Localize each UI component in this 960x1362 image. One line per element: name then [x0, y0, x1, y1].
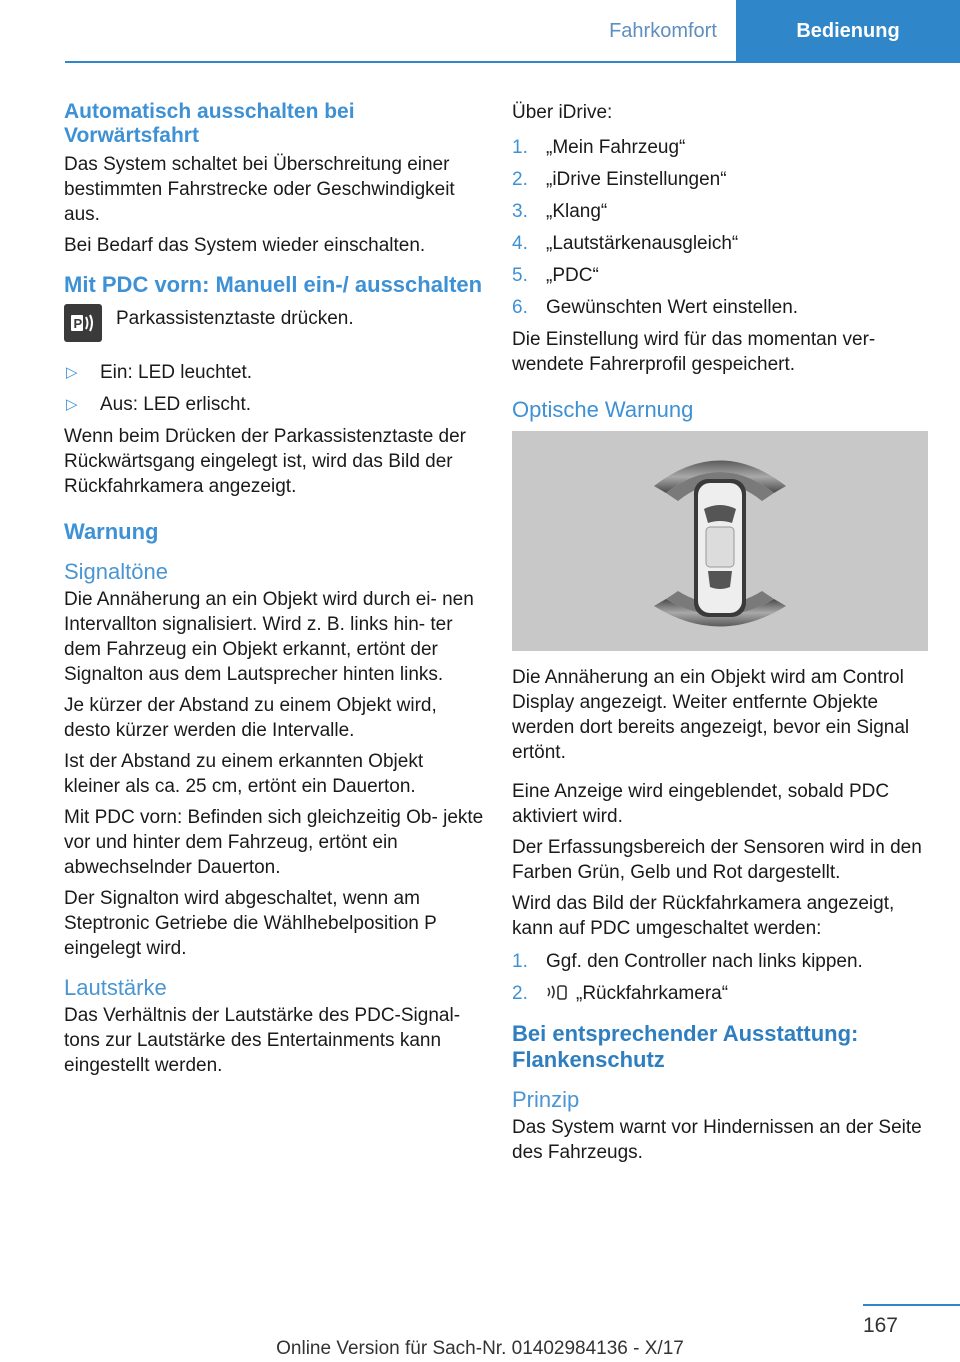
pdc-button-line	[64, 304, 484, 342]
step-number: 1.	[512, 951, 528, 972]
step-number: 5.	[512, 265, 528, 286]
bullet-text: Ein: LED leuchtet.	[100, 362, 253, 383]
paragraph-volume: Das Verhältnis der Lautstärke des PDC-Signal‐ tons zur Lautstärke des Entertainments kann eingestellt werden.	[64, 1005, 461, 1076]
paragraph-signal-2: Je kürzer der Abstand zu einem Objekt wird, desto kürzer werden die Intervalle.	[64, 695, 437, 741]
paragraph-signal-1: Die Annäherung an ein Objekt wird durch ei‐ nen Intervallton signalisiert. Wird z. B. links hin‐ ter dem Fahrzeug ein Objekt erkannt, ertönt der Signalton aus dem Lautsprecher hinten links.	[64, 589, 474, 685]
list-item	[512, 231, 928, 256]
paragraph-idrive: Über iDrive:	[512, 102, 613, 123]
step-text: „Lautstärkenausgleich“	[546, 233, 739, 254]
pdc-symbol-icon	[546, 982, 570, 1002]
step-number: 4.	[512, 233, 528, 254]
paragraph-press: Parkassistenztaste drücken.	[116, 308, 354, 329]
step-number: 2.	[512, 983, 528, 1004]
paragraph-auto-off-2: Bei Bedarf das System wieder einschalten.	[64, 235, 426, 256]
paragraph-principle: Das System warnt vor Hindernissen an der Seite des Fahrzeugs.	[512, 1117, 922, 1163]
triangle-bullet-icon: ▷	[66, 396, 78, 413]
heading-prinzip: Prinzip	[512, 1087, 580, 1112]
heading-warnung: Warnung	[64, 519, 159, 544]
left-column	[64, 100, 484, 1084]
step-text: „PDC“	[546, 265, 599, 286]
heading-flank-protection: Bei entsprechender Ausstattung: Flankenschutz	[512, 1021, 859, 1072]
step-number: 6.	[512, 297, 528, 318]
list-item	[512, 981, 928, 1006]
triangle-bullet-icon: ▷	[66, 364, 78, 381]
paragraph-saved: Die Einstellung wird für das momentan ver‐ wendete Fahrerprofil gespeichert.	[512, 329, 876, 375]
paragraph-optical-4: Wird das Bild der Rückfahrkamera angezeigt, kann auf PDC umgeschaltet werden:	[512, 893, 895, 939]
paragraph-auto-off-1: Das System schaltet bei Überschreitung einer bestimmten Fahrstrecke oder Geschwindigkeit aus.	[64, 154, 455, 225]
heading-optical-warning: Optische Warnung	[512, 397, 694, 422]
bullet-text: Aus: LED erlischt.	[100, 394, 251, 415]
list-item	[512, 949, 928, 974]
step-number: 3.	[512, 201, 528, 222]
heading-manual: Mit PDC vorn: Manuell ein-/ ausschalten	[64, 272, 483, 297]
paragraph-optical-3: Der Erfassungsbereich der Sensoren wird in den Farben Grün, Gelb und Rot dargestellt.	[512, 837, 922, 883]
header-tab-fahrkomfort: Fahrkomfort	[609, 19, 717, 42]
heading-lautstaerke: Lautstärke	[64, 975, 167, 1000]
parking-assist-button-icon	[64, 304, 102, 342]
list-item	[64, 360, 484, 385]
car-sensor-diagram-icon	[512, 431, 928, 651]
list-item	[512, 295, 928, 320]
header-tab-bedienung: Bedienung	[736, 0, 960, 63]
paragraph-optical-2: Eine Anzeige wird eingeblendet, sobald PDC aktiviert wird.	[512, 781, 890, 827]
step-number: 2.	[512, 169, 528, 190]
step-text: „Mein Fahrzeug“	[546, 137, 686, 158]
page-number: 167	[862, 1314, 898, 1337]
step-text: Gewünschten Wert einstellen.	[546, 297, 799, 318]
list-item	[512, 199, 928, 224]
paragraph-optical-1: Die Annäherung an ein Objekt wird am Control Display angezeigt. Weiter entfernte Objekte werden dort bereits angezeigt, bevor ein Signal ertönt.	[512, 667, 910, 763]
paragraph-reverse: Wenn beim Drücken der Parkassistenztaste der Rückwärtsgang eingelegt ist, wird das Bild der Rückfahrkamera angezeigt.	[64, 426, 466, 497]
heading-auto-off: Automatisch ausschalten bei Vorwärtsfahrt	[64, 100, 355, 147]
step-text: Ggf. den Controller nach links kippen.	[546, 951, 863, 972]
list-item	[512, 167, 928, 192]
paragraph-signal-5: Der Signalton wird abgeschaltet, wenn am Steptronic Getriebe die Wählhebelposition P eingelegt wird.	[64, 888, 437, 959]
page-header	[0, 0, 960, 62]
step-text: „Rückfahrkamera“	[576, 983, 729, 1004]
pdc-display-illustration	[512, 431, 928, 651]
paragraph-signal-4: Mit PDC vorn: Befinden sich gleichzeitig Ob‐ jekte vor und hinter dem Fahrzeug, ertönt ein abwechselnder Dauerton.	[64, 807, 484, 878]
list-item	[64, 392, 484, 417]
header-rule	[65, 61, 960, 63]
list-item	[512, 135, 928, 160]
step-number: 1.	[512, 137, 528, 158]
step-text: „iDrive Einstellungen“	[546, 169, 727, 190]
svg-text:P: P	[73, 316, 83, 331]
footer-text: Online Version für Sach-Nr. 01402984136 - X/17	[276, 1338, 684, 1359]
heading-signaltoene: Signaltöne	[64, 559, 168, 584]
footer-rule	[863, 1304, 960, 1306]
paragraph-signal-3: Ist der Abstand zu einem erkannten Objekt kleiner als ca. 25 cm, ertönt ein Dauerton.	[64, 751, 424, 797]
right-column	[512, 100, 928, 1171]
step-text: „Klang“	[546, 201, 608, 222]
list-item	[512, 263, 928, 288]
